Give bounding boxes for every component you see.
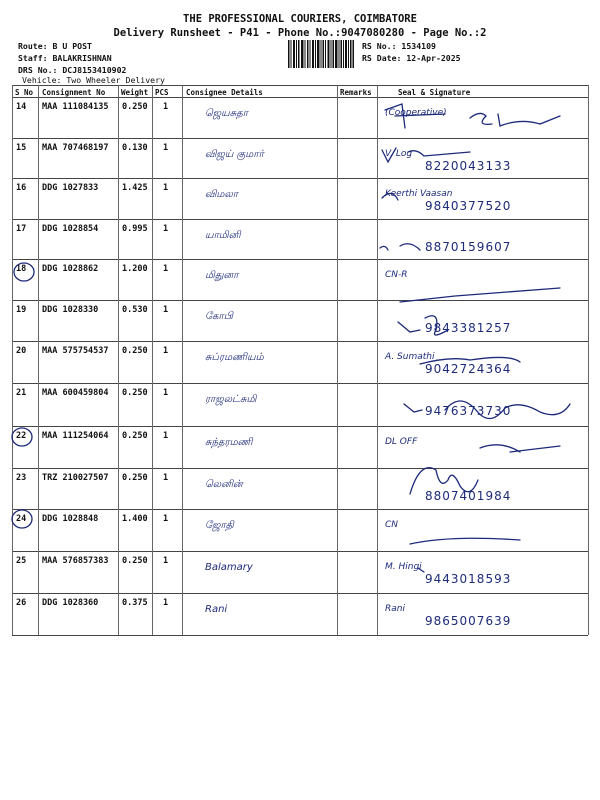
rs-date: RS Date: 12-Apr-2025 — [362, 53, 461, 63]
staff-label: Staff: BALAKRISHNAN — [18, 53, 112, 63]
row-weight: 0.250 — [122, 473, 148, 483]
row-divider — [12, 178, 588, 179]
row-consignment-no: DDG 1027833 — [42, 183, 99, 193]
col-consignment: Consignment No — [42, 88, 106, 97]
row-sno: 18 — [16, 264, 27, 274]
table-header-rule — [12, 97, 588, 98]
signature-phone: 8870159607 — [425, 240, 512, 254]
consignee-name: சுந்தரமணி — [205, 437, 253, 448]
consignee-name: கோபி — [205, 311, 233, 322]
signature-text: CN-R — [385, 270, 408, 280]
row-pcs: 1 — [163, 102, 169, 112]
row-consignment-no: TRZ 210027507 — [42, 473, 109, 483]
row-pcs: 1 — [163, 556, 169, 566]
signature-text: M. Hingi — [385, 562, 422, 572]
row-consignment-no: DDG 1028862 — [42, 264, 99, 274]
col-sno: S No — [15, 88, 34, 97]
consignee-name: விமலா — [205, 189, 238, 200]
consignee-name: ஜெயசுதா — [205, 108, 248, 119]
row-sno: 21 — [16, 388, 27, 398]
vehicle-label: Vehicle: Two Wheeler Delivery — [22, 75, 165, 85]
company-title: THE PROFESSIONAL COURIERS, COIMBATORE — [183, 13, 417, 25]
signature-phone: 9840377520 — [425, 199, 512, 213]
signature-text: (Cooperative) — [385, 108, 447, 118]
signature-text: V. Log — [385, 149, 413, 159]
signature-text: CN — [385, 520, 399, 530]
column-divider — [337, 85, 338, 635]
consignee-name: Balamary — [205, 562, 253, 573]
consignee-name: யாமினி — [205, 230, 241, 241]
row-weight: 0.250 — [122, 388, 148, 398]
row-pcs: 1 — [163, 224, 169, 234]
column-divider — [38, 85, 39, 635]
consignee-name: மிதுனா — [205, 270, 239, 281]
table-top-rule — [12, 85, 588, 86]
consignee-name: சுப்ரமணியம் — [205, 352, 264, 363]
row-weight: 1.200 — [122, 264, 148, 274]
row-sno: 26 — [16, 598, 27, 608]
column-divider — [12, 85, 13, 635]
row-pcs: 1 — [163, 143, 169, 153]
drs-label: DRS No.: DCJ8153410902 — [18, 65, 127, 75]
row-sno: 15 — [16, 143, 27, 153]
row-consignment-no: DDG 1028360 — [42, 598, 99, 608]
row-divider — [12, 219, 588, 220]
consignee-name: லெனின் — [205, 479, 243, 490]
row-consignment-no: DDG 1028854 — [42, 224, 99, 234]
column-divider — [152, 85, 153, 635]
row-consignment-no: MAA 600459804 — [42, 388, 109, 398]
signature-text: Keerthi Vaasan — [385, 189, 453, 199]
row-pcs: 1 — [163, 346, 169, 356]
row-sno: 22 — [16, 431, 27, 441]
column-divider — [377, 85, 378, 635]
row-pcs: 1 — [163, 388, 169, 398]
col-pcs: PCS — [155, 88, 169, 97]
row-sno: 19 — [16, 305, 27, 315]
row-sno: 23 — [16, 473, 27, 483]
consignee-name: ஜோதி — [205, 520, 234, 531]
row-consignment-no: MAA 111254064 — [42, 431, 109, 441]
row-sno: 25 — [16, 556, 27, 566]
col-weight: Weight — [121, 88, 149, 97]
signature-text: DL OFF — [385, 437, 418, 447]
signature-phone: 9443018593 — [425, 572, 512, 586]
row-consignment-no: MAA 576857383 — [42, 556, 109, 566]
row-divider — [12, 593, 588, 594]
row-divider — [12, 259, 588, 260]
row-pcs: 1 — [163, 431, 169, 441]
row-divider — [12, 468, 588, 469]
col-seal: Seal & Signature — [398, 88, 471, 97]
row-pcs: 1 — [163, 514, 169, 524]
barcode-image — [288, 40, 354, 68]
row-weight: 0.375 — [122, 598, 148, 608]
row-divider — [12, 383, 588, 384]
row-weight: 1.425 — [122, 183, 148, 193]
col-consignee: Consignee Details — [186, 88, 263, 97]
row-weight: 1.400 — [122, 514, 148, 524]
row-weight: 0.530 — [122, 305, 148, 315]
signature-phone: 9042724364 — [425, 362, 512, 376]
row-divider — [12, 551, 588, 552]
row-weight: 0.130 — [122, 143, 148, 153]
row-sno: 14 — [16, 102, 27, 112]
row-weight: 0.250 — [122, 431, 148, 441]
route-label: Route: B U POST — [18, 41, 92, 51]
row-sno: 17 — [16, 224, 27, 234]
col-remarks: Remarks — [340, 88, 372, 97]
rs-number: RS No.: 1534109 — [362, 41, 436, 51]
row-divider — [12, 509, 588, 510]
row-consignment-no: MAA 575754537 — [42, 346, 109, 356]
row-consignment-no: MAA 111084135 — [42, 102, 109, 112]
row-weight: 0.250 — [122, 346, 148, 356]
row-sno: 16 — [16, 183, 27, 193]
signature-text: Rani — [385, 604, 405, 614]
consignee-name: Rani — [205, 604, 228, 615]
row-divider — [12, 138, 588, 139]
row-divider — [12, 426, 588, 427]
signature-phone: 9843381257 — [425, 321, 512, 335]
signature-phone: 8807401984 — [425, 489, 512, 503]
signature-text: A. Sumathi — [385, 352, 435, 362]
row-pcs: 1 — [163, 264, 169, 274]
consignee-name: ராஜலட்சுமி — [205, 394, 257, 405]
row-pcs: 1 — [163, 305, 169, 315]
column-divider — [182, 85, 183, 635]
row-sno: 20 — [16, 346, 27, 356]
row-sno: 24 — [16, 514, 27, 524]
table-bottom-rule — [12, 635, 588, 636]
signature-phone: 9865007639 — [425, 614, 512, 628]
row-divider — [12, 341, 588, 342]
column-divider — [588, 85, 589, 635]
column-divider — [118, 85, 119, 635]
row-consignment-no: DDG 1028330 — [42, 305, 99, 315]
row-weight: 0.250 — [122, 102, 148, 112]
row-divider — [12, 300, 588, 301]
row-consignment-no: DDG 1028848 — [42, 514, 99, 524]
runsheet-subtitle: Delivery Runsheet - P41 - Phone No.:9047080280 - Page No.:2 — [113, 27, 487, 39]
signature-phone: 9476373730 — [425, 404, 512, 418]
consignee-name: விஜய் குமார் — [205, 149, 264, 160]
row-weight: 0.995 — [122, 224, 148, 234]
signature-phone: 8220043133 — [425, 159, 512, 173]
row-pcs: 1 — [163, 598, 169, 608]
row-weight: 0.250 — [122, 556, 148, 566]
row-pcs: 1 — [163, 473, 169, 483]
row-pcs: 1 — [163, 183, 169, 193]
row-consignment-no: MAA 707468197 — [42, 143, 109, 153]
